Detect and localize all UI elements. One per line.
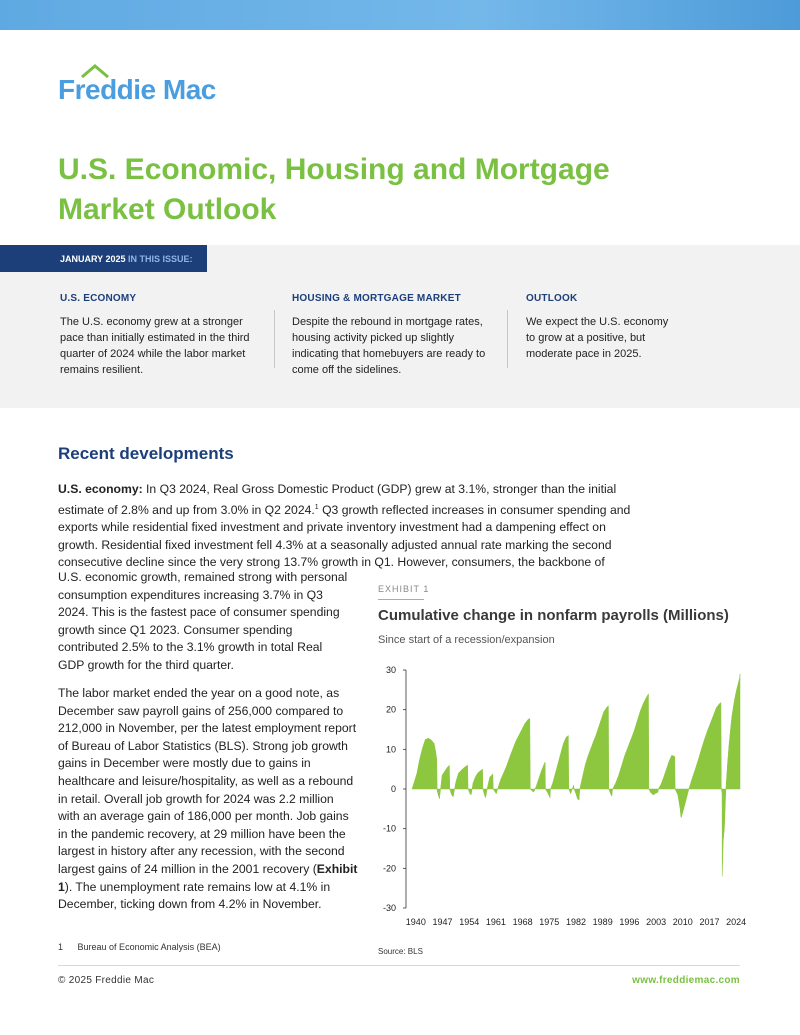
y-tick-label: -30 bbox=[382, 903, 396, 913]
column-heading: U.S. ECONOMY bbox=[60, 293, 137, 304]
column-text: The U.S. economy grew at a stronger pace than initially estimated in the third quarter of 2024 while the labor market remains resilient. bbox=[60, 316, 250, 376]
x-tick-label: 1968 bbox=[512, 917, 533, 927]
footnote-number: 1 bbox=[58, 942, 64, 952]
payrolls-area-series bbox=[412, 674, 740, 876]
x-tick-label: 1940 bbox=[405, 917, 426, 927]
y-tick-label: 30 bbox=[385, 665, 396, 675]
freddie-mac-logo[interactable] bbox=[58, 64, 228, 108]
column-heading: HOUSING & MORTGAGE MARKET bbox=[292, 293, 461, 304]
payrolls-chart bbox=[370, 655, 750, 935]
footnote-text: Bureau of Economic Analysis (BEA) bbox=[77, 942, 221, 952]
column-divider bbox=[507, 310, 508, 368]
column-text: Despite the rebound in mortgage rates, housing activity picked up slightly indicating that homebuyers are ready to come off the sidelines. bbox=[292, 316, 486, 376]
footer-link[interactable]: www.freddiemac.com bbox=[632, 975, 740, 986]
x-tick-label: 2024 bbox=[726, 917, 747, 927]
issue-label: IN THIS ISSUE: bbox=[128, 254, 193, 264]
exhibit-reference[interactable]: Exhibit 1 bbox=[58, 861, 358, 894]
x-tick-label: 1947 bbox=[432, 917, 453, 927]
x-tick-label: 2010 bbox=[672, 917, 693, 927]
footnote bbox=[58, 942, 221, 952]
exhibit-label: EXHIBIT 1 bbox=[378, 584, 430, 594]
x-tick-label: 2017 bbox=[699, 917, 720, 927]
y-tick-label: 10 bbox=[385, 744, 396, 755]
x-tick-label: 1954 bbox=[459, 917, 480, 927]
logo-text: Freddie Mac bbox=[58, 74, 216, 105]
chart-subtitle: Since start of a recession/expansion bbox=[378, 634, 555, 646]
paragraph-text: Q3 growth reflected increases in consumer spending and exports while residential fixed investment and private inventory investment had a dampening effect on growth. Residential fixed investment fell 4.3% at a seasonally adjusted annual rate marking the second consecutive decline since the very strong 13.7% growth in Q1. However, consumers, the backbone of bbox=[58, 502, 631, 570]
paragraph-lead: U.S. economy: bbox=[58, 482, 143, 496]
issue-date: JANUARY 2025 bbox=[60, 254, 126, 264]
x-tick-label: 1982 bbox=[565, 917, 587, 927]
labor-paragraph bbox=[58, 685, 358, 914]
y-tick-label: 20 bbox=[385, 704, 396, 715]
x-tick-label: 2003 bbox=[646, 917, 667, 927]
y-tick-label: -20 bbox=[382, 863, 396, 874]
y-tick-label: -10 bbox=[382, 823, 396, 834]
column-divider bbox=[274, 310, 275, 368]
column-text: We expect the U.S. economy to grow at a positive, but moderate pace in 2025. bbox=[526, 316, 669, 360]
x-tick-label: 1989 bbox=[592, 917, 613, 927]
issue-tab bbox=[0, 245, 207, 272]
economy-paragraph bbox=[58, 481, 640, 572]
x-tick-label: 1975 bbox=[539, 917, 560, 927]
y-tick-label: 0 bbox=[390, 784, 396, 794]
top-banner-bar bbox=[0, 0, 800, 30]
consumer-paragraph: U.S. economic growth, remained strong with personal consumption expenditures increasing 3.7% in Q3 2024. This is the fastest pace of consumer spending growth since Q1 2023. Consumer spending contributed 2.5% to the 3.1% growth in total Real GDP growth for the third quarter. bbox=[58, 570, 348, 672]
footnote-ref[interactable]: 1 bbox=[314, 503, 319, 511]
footer-copyright: © 2025 Freddie Mac bbox=[58, 975, 155, 986]
issue-column-housing bbox=[292, 293, 492, 378]
x-tick-label: 1996 bbox=[619, 917, 640, 927]
paragraph-text: In Q3 2024, Real Gross Domestic Product (GDP) grew at 3.1%, stronger than the initial estimate of 2.8% and up from 3.0% in Q2 2024. bbox=[58, 482, 617, 517]
footer-divider bbox=[58, 965, 740, 966]
issue-column-outlook bbox=[526, 293, 676, 362]
paragraph-text: The labor market ended the year on a good note, as December saw payroll gains of 256,000 compared to 212,000 in November, per the latest employment report of Bureau of Labor Statistics (BLS). Strong job growth gains in December were mostly due to gains in healthcare and leisure/hospitality, as well as a rebound in retail. Overall job growth for 2024 was 2.2 million with an average gain of 186,000 per month. Job gains in the pandemic recovery, at 29 million have been the largest in history after any recession, with the second largest gains of 24 million in the 2001 recovery ( bbox=[58, 686, 357, 876]
column-heading: OUTLOOK bbox=[526, 293, 578, 304]
section-heading: Recent developments bbox=[58, 444, 234, 463]
chart-title: Cumulative change in nonfarm payrolls (Millions) bbox=[378, 607, 729, 624]
page-title: U.S. Economic, Housing and Mortgage Market Outlook bbox=[58, 153, 610, 226]
issue-column-economy bbox=[60, 293, 260, 378]
chart-source: Source: BLS bbox=[378, 947, 423, 956]
x-tick-label: 1961 bbox=[485, 917, 506, 927]
paragraph-text: ). The unemployment rate remains low at 4.1% in December, ticking down from 4.2% in November. bbox=[58, 879, 331, 912]
exhibit-underline bbox=[378, 599, 424, 600]
